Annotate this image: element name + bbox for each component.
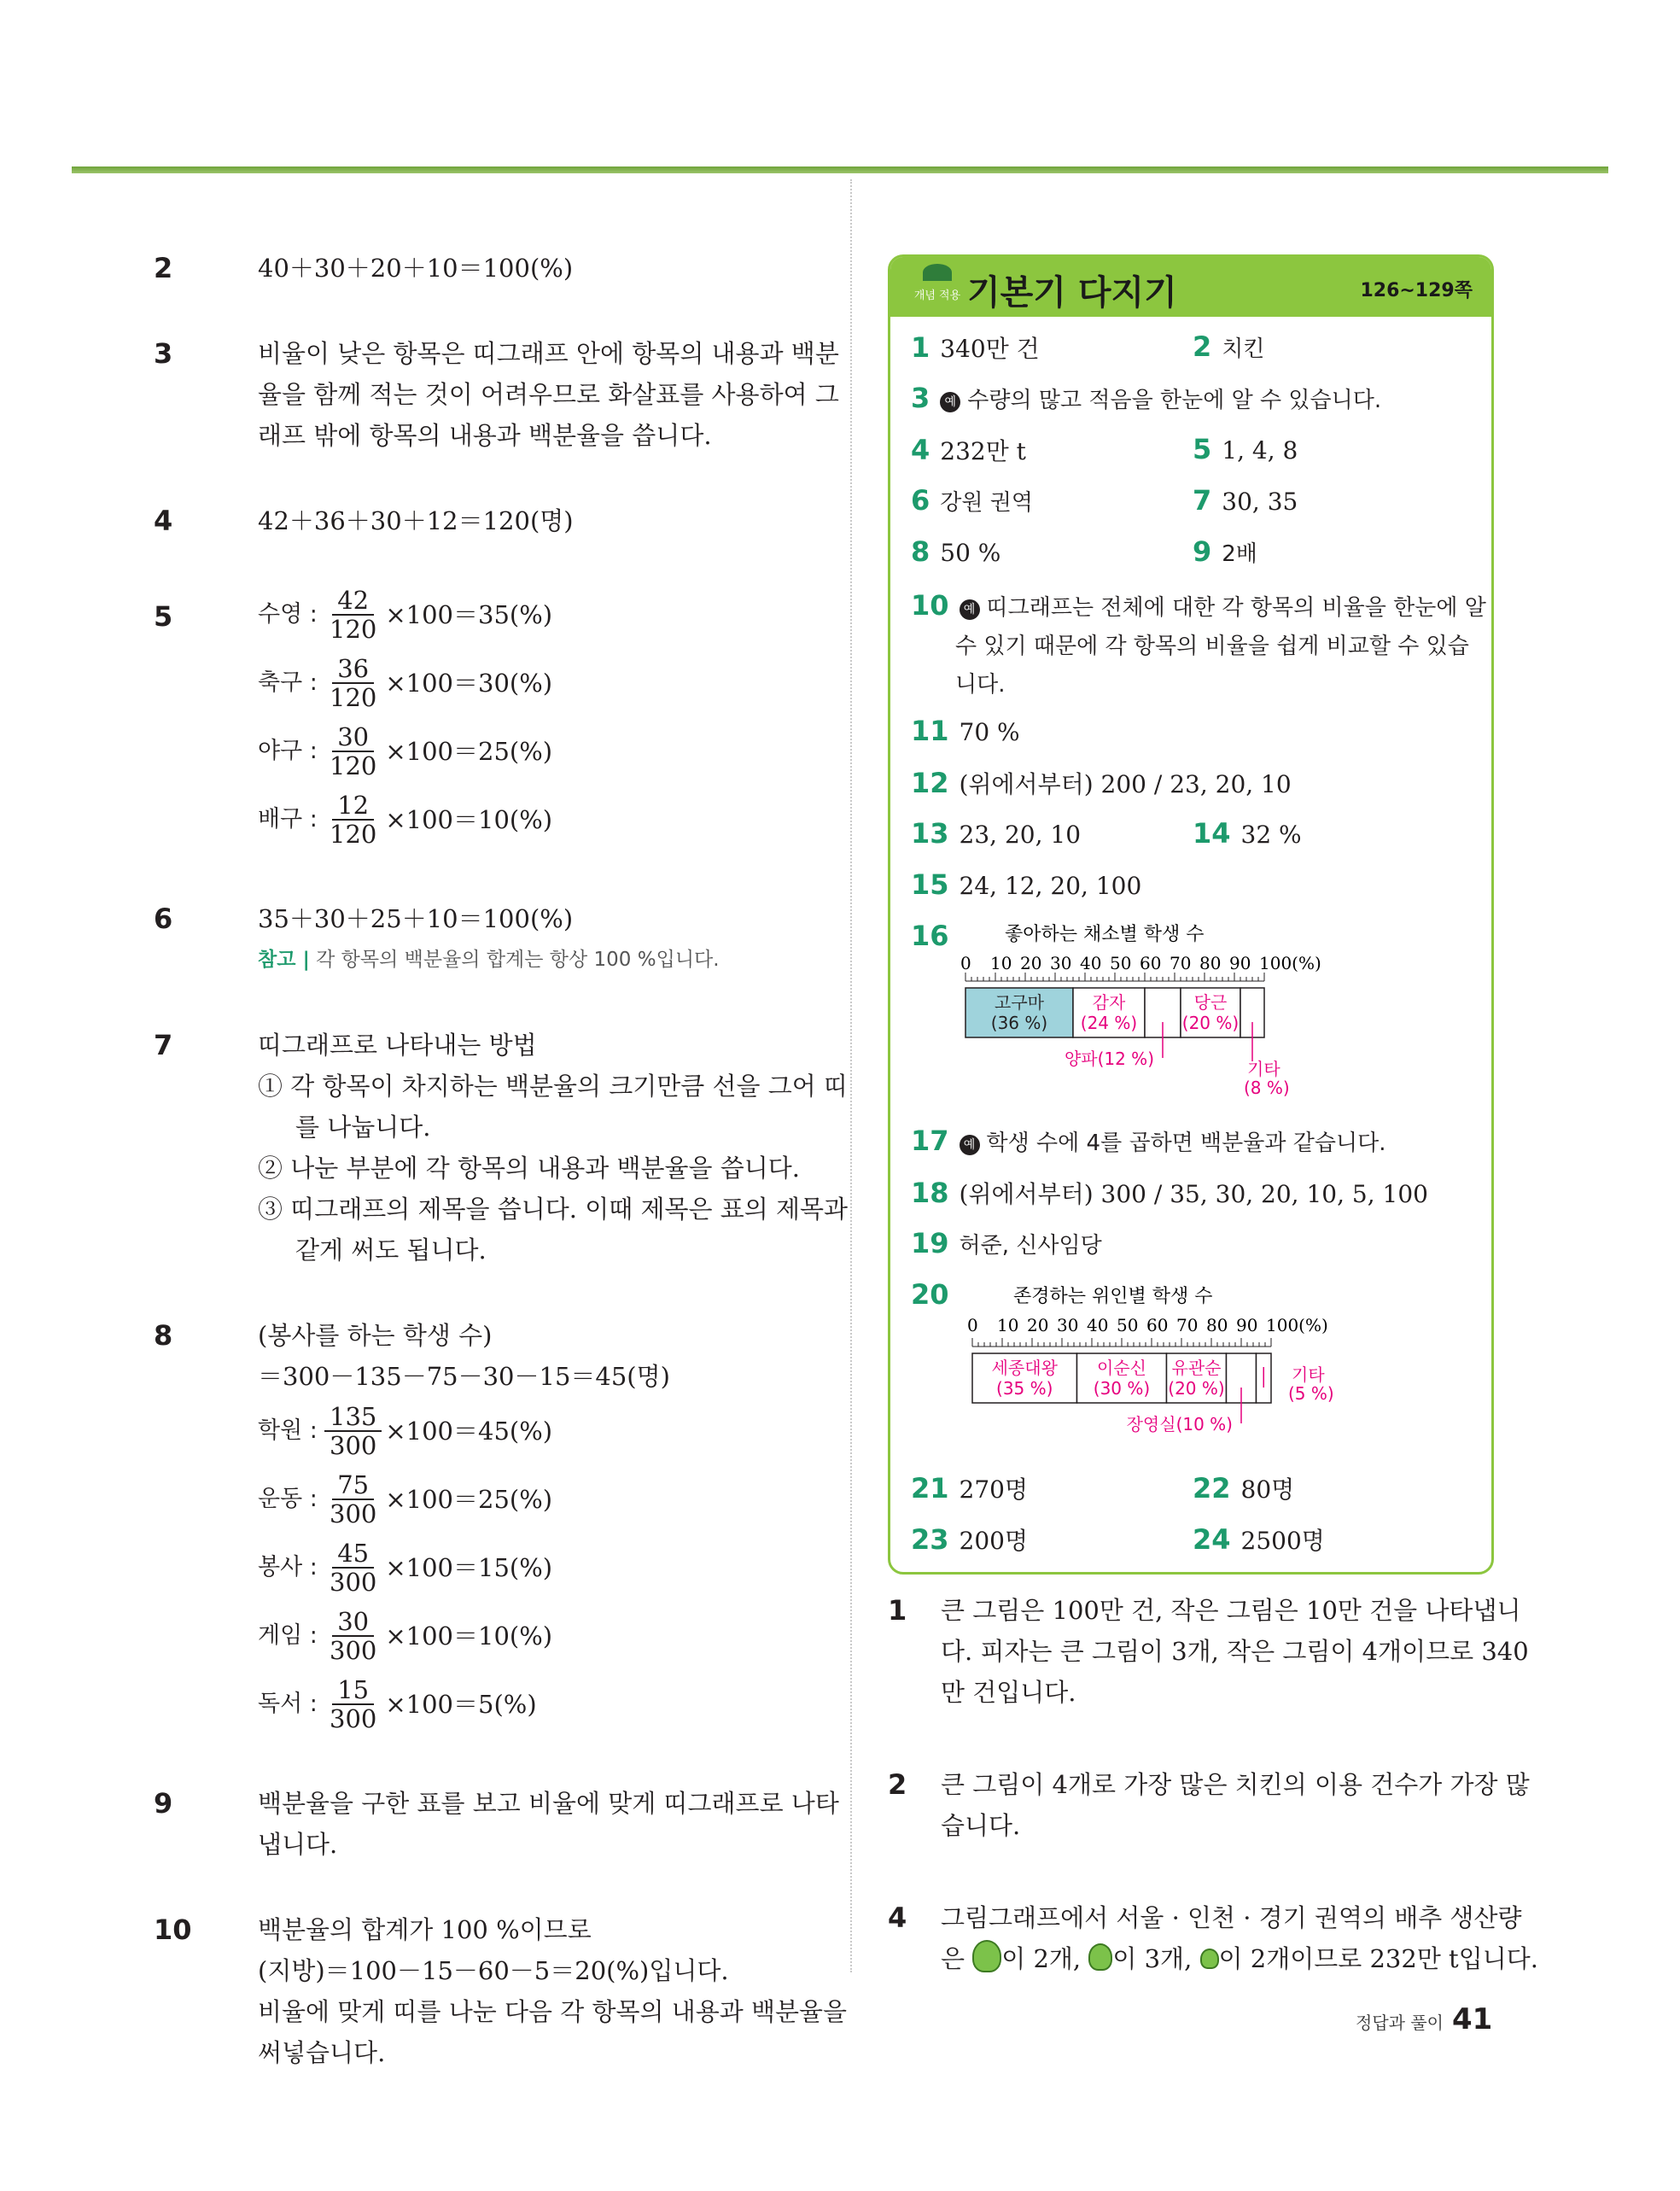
answer-2: 2 치킨 xyxy=(1193,330,1265,363)
scale-label: 80 xyxy=(1199,953,1222,973)
solution-10 xyxy=(154,1909,848,2073)
solution-5 xyxy=(154,581,820,854)
solution-2 xyxy=(154,248,820,289)
answer-10: 10 예 띠그래프는 전체에 대한 각 항목의 비율을 한눈에 알 수 있기 때문에 각 항목의 비율을 쉽게 비교할 수 있습 니다. xyxy=(911,589,1486,698)
fraction-row: 게임 : $\frac{30}{300}$ ×100＝10(%) xyxy=(258,1607,553,1665)
segment-name: 이순신 xyxy=(1097,1358,1146,1378)
segment-percent: (24 %) xyxy=(1080,1013,1138,1033)
text-line: ③ 띠그래프의 제목을 씁니다. 이때 제목은 표의 제목과 xyxy=(258,1195,849,1224)
answer-22: 22 80명 xyxy=(1193,1472,1295,1504)
scale-label: 60 xyxy=(1146,1315,1169,1335)
text-line: 백분율의 합계가 100 %이므로 xyxy=(258,1915,592,1944)
text-line: ＝300－135－75－30－15＝45(명) xyxy=(258,1362,670,1391)
item-number: 1 xyxy=(888,1594,907,1627)
segment-name: 유관순 xyxy=(1171,1358,1222,1378)
fraction-row: 야구 : $\frac{30}{120}$ ×100＝25(%) xyxy=(258,722,553,780)
equation: 40＋30＋20＋10＝100(%) xyxy=(258,254,574,283)
answer-20: 20 xyxy=(911,1278,949,1311)
scale-label: 50 xyxy=(1110,953,1132,973)
text-line: 큰 그림은 100만 건, 작은 그림은 10만 건을 나타냅니 xyxy=(941,1596,1521,1625)
scale-label: 10 xyxy=(997,1315,1019,1335)
text-line: 를 나눕니다. xyxy=(295,1113,431,1142)
fraction-row: 운동 : $\frac{75}{300}$ ×100＝25(%) xyxy=(258,1470,553,1528)
scale-label: 80 xyxy=(1206,1315,1228,1335)
column-divider xyxy=(850,179,852,1972)
text-line: 큰 그림이 4개로 가장 많은 치킨의 이용 건수가 가장 많 xyxy=(941,1770,1530,1799)
solution-3 xyxy=(154,333,839,456)
segment-label: 양파(12 %) xyxy=(1064,1049,1154,1069)
equation: 35＋30＋25＋10＝100(%) xyxy=(258,904,574,933)
text-line: 백분율을 구한 표를 보고 비율에 맞게 띠그래프로 나타 xyxy=(258,1789,839,1818)
answer-17: 17 예 학생 수에 4를 곱하면 백분율과 같습니다. xyxy=(911,1125,1386,1157)
segment-name: 기타 xyxy=(1247,1059,1280,1079)
pencil-hand-icon xyxy=(923,264,952,281)
solution-9 xyxy=(154,1783,839,1865)
scale-label: 10 xyxy=(990,953,1012,973)
item-number: 2 xyxy=(154,252,173,284)
concept-badge: 개념 적용 xyxy=(909,264,965,313)
text-line: (봉사를 하는 학생 수) xyxy=(258,1321,493,1350)
answer-19: 19 허준, 신사임당 xyxy=(911,1227,1102,1259)
band-graph-20 xyxy=(954,1282,1363,1461)
item-number: 7 xyxy=(154,1029,173,1061)
graph-title: 존경하는 위인별 학생 수 xyxy=(1013,1286,1213,1307)
solution-6 xyxy=(154,898,820,980)
segment-name: 고구마 xyxy=(995,992,1044,1013)
cabbage-large-icon xyxy=(972,1940,1001,1972)
segment-name: 감자 xyxy=(1092,992,1126,1013)
fraction-row: 독서 : $\frac{15}{300}$ ×100＝5(%) xyxy=(258,1675,537,1733)
scale-label: 20 xyxy=(1027,1315,1049,1335)
answer-24: 24 2500명 xyxy=(1193,1523,1325,1556)
scale-label: 40 xyxy=(1087,1315,1109,1335)
segment-percent: (36 %) xyxy=(990,1013,1048,1033)
scale-label: 30 xyxy=(1057,1315,1079,1335)
segment-percent: (20 %) xyxy=(1168,1378,1225,1399)
explanation-1 xyxy=(888,1590,1529,1713)
item-number: 10 xyxy=(154,1913,192,1946)
answer-11: 11 70 % xyxy=(911,715,1020,747)
scale-label: 50 xyxy=(1117,1315,1139,1335)
basics-answer-box xyxy=(888,254,1494,1575)
page-number: 41 xyxy=(1451,2002,1493,2036)
text-line: 은 이 2개, 이 3개, 이 2개이므로 232만 t입니다. xyxy=(941,1938,1494,1979)
solution-4 xyxy=(154,500,820,541)
scale-label: 70 xyxy=(1170,953,1192,973)
cabbage-small-icon xyxy=(1200,1949,1219,1969)
text-line: ② 나눈 부분에 각 항목의 내용과 백분율을 씁니다. xyxy=(258,1154,801,1183)
answer-4: 4 232만 t xyxy=(911,434,1026,466)
segment-name: 기타 xyxy=(1292,1364,1325,1385)
text-line: 율을 함께 적는 것이 어려우므로 화살표를 사용하여 그 xyxy=(258,380,839,409)
answer-13: 13 23, 20, 10 xyxy=(911,817,1082,850)
fraction-row: 학원 : $\frac{135}{300}$ ×100＝45(%) xyxy=(258,1402,553,1460)
text-line: 써넣습니다. xyxy=(258,2038,386,2067)
explanation-2 xyxy=(888,1764,1530,1846)
answer-15: 15 24, 12, 20, 100 xyxy=(911,868,1142,901)
cabbage-medium-icon xyxy=(1088,1943,1112,1971)
scale-label: 70 xyxy=(1176,1315,1199,1335)
item-number: 3 xyxy=(154,337,173,370)
answer-18: 18 (위에서부터) 300 / 35, 30, 20, 10, 5, 100 xyxy=(911,1177,1428,1209)
answer-7: 7 30, 35 xyxy=(1193,484,1298,517)
segment-percent: (5 %) xyxy=(1288,1383,1334,1404)
item-number: 8 xyxy=(154,1319,173,1352)
answer-16: 16 xyxy=(911,920,949,952)
answer-21: 21 270명 xyxy=(911,1472,1029,1504)
item-number: 4 xyxy=(888,1902,907,1934)
fraction-row: 축구 : $\frac{36}{120}$ ×100＝30(%) xyxy=(258,654,553,712)
page-range: 126~129쪽 xyxy=(1360,280,1473,301)
segment-label: 장영실(10 %) xyxy=(1126,1414,1233,1434)
fraction-row: 수영 : $\frac{42}{120}$ ×100＝35(%) xyxy=(258,586,553,644)
answer-8: 8 50 % xyxy=(911,535,1001,568)
text-line: 다. 피자는 큰 그림이 3개, 작은 그림이 4개이므로 340 xyxy=(941,1637,1529,1666)
text-line: ① 각 항목이 차지하는 백분율의 크기만큼 선을 그어 띠 xyxy=(258,1072,849,1101)
answer-23: 23 200명 xyxy=(911,1523,1029,1556)
segment-percent: (30 %) xyxy=(1093,1378,1151,1399)
item-number: 2 xyxy=(888,1768,907,1801)
scale-label: 0 xyxy=(960,953,971,973)
text-line: 래프 밖에 항목의 내용과 백분율을 씁니다. xyxy=(258,421,712,450)
scale-label: 30 xyxy=(1050,953,1072,973)
item-number: 5 xyxy=(154,600,173,633)
segment-percent: (20 %) xyxy=(1181,1013,1240,1033)
explanation-4 xyxy=(888,1897,1538,1979)
solution-8 xyxy=(154,1315,820,1738)
graph-title: 좋아하는 채소별 학생 수 xyxy=(1005,924,1205,945)
top-rule xyxy=(72,167,1608,173)
answer-6: 6 강원 권역 xyxy=(911,484,1033,517)
text-line: 그림그래프에서 서울 · 인천 · 경기 권역의 배추 생산량 xyxy=(941,1903,1522,1932)
fraction-row: 배구 : $\frac{12}{120}$ ×100＝10(%) xyxy=(258,791,553,849)
item-number: 9 xyxy=(154,1787,173,1820)
scale-label: 90 xyxy=(1236,1315,1258,1335)
segment-name: 세종대왕 xyxy=(991,1358,1058,1378)
scale-label: 100(%) xyxy=(1259,953,1321,973)
answer-5: 5 1, 4, 8 xyxy=(1193,433,1298,465)
segment-percent: (8 %) xyxy=(1244,1078,1290,1098)
scale-label: 40 xyxy=(1080,953,1102,973)
box-header xyxy=(890,257,1491,317)
scale-label: 60 xyxy=(1140,953,1162,973)
fraction-row: 봉사 : $\frac{45}{300}$ ×100＝15(%) xyxy=(258,1539,553,1597)
equation: 42＋36＋30＋12＝120(명) xyxy=(258,506,574,535)
answer-14: 14 32 % xyxy=(1193,817,1302,850)
answer-12: 12 (위에서부터) 200 / 23, 20, 10 xyxy=(911,767,1292,799)
right-explanations xyxy=(888,1590,1538,2024)
text-line: 같게 써도 됩니다. xyxy=(295,1236,487,1265)
answer-9: 9 2배 xyxy=(1193,535,1257,568)
band-graph-16 xyxy=(954,920,1329,1116)
text-line: 습니다. xyxy=(941,1811,1021,1840)
answer-1: 1 340만 건 xyxy=(911,331,1040,364)
scale-label: 20 xyxy=(1020,953,1042,973)
reference-note: 참고 | 각 항목의 백분율의 합계는 항상 100 %입니다. xyxy=(258,949,720,971)
text-line: 냅니다. xyxy=(258,1830,338,1859)
text-line: 비율에 맞게 띠를 나눈 다음 각 항목의 내용과 백분율을 xyxy=(258,1997,848,2026)
scale-label: 0 xyxy=(967,1315,978,1335)
page-footer xyxy=(1356,2002,1492,2036)
scale-label: 90 xyxy=(1229,953,1251,973)
text-line: 만 건입니다. xyxy=(941,1678,1076,1707)
text-line: (지방)＝100－15－60－5＝20(%)입니다. xyxy=(258,1956,729,1985)
box-title: 기본기 다지기 xyxy=(967,273,1177,313)
solution-7 xyxy=(154,1025,849,1271)
segment-percent: (35 %) xyxy=(996,1378,1053,1399)
text-line: 비율이 낮은 항목은 띠그래프 안에 항목의 내용과 백분 xyxy=(258,339,839,368)
item-number: 4 xyxy=(154,505,173,537)
footer-label: 정답과 풀이 xyxy=(1356,2013,1444,2033)
item-number: 6 xyxy=(154,903,173,935)
left-column xyxy=(154,248,849,2118)
segment-name: 당근 xyxy=(1193,992,1228,1013)
scale-label: 100(%) xyxy=(1266,1315,1328,1335)
text-line: 띠그래프로 나타내는 방법 xyxy=(258,1031,537,1060)
answer-3: 3 예 수량의 많고 적음을 한눈에 알 수 있습니다. xyxy=(911,382,1382,414)
